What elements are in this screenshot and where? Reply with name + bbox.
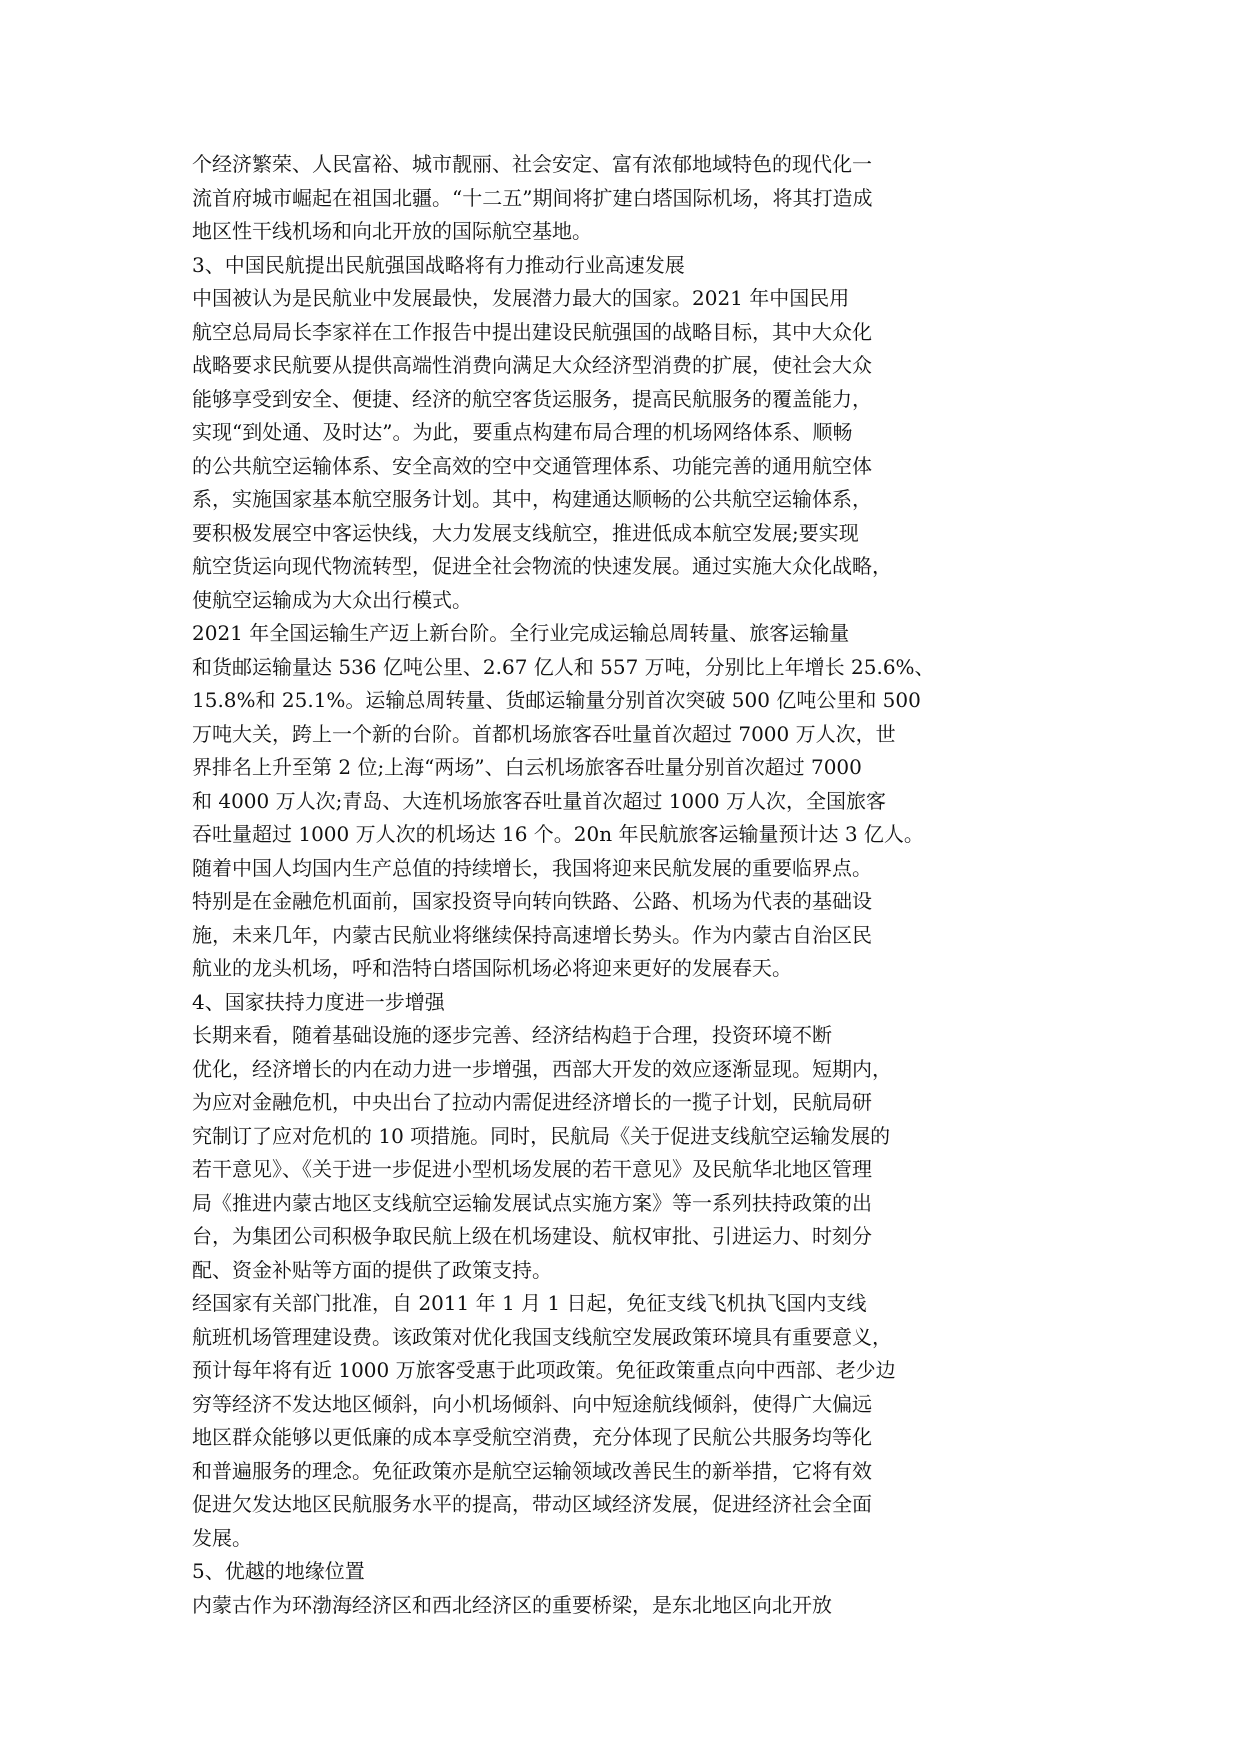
text-line: 航空货运向现代物流转型，促进全社会物流的快速发展。通过实施大众化战略，	[192, 554, 892, 578]
text-line: 15.8%和 25.1%。运输总周转量、货邮运输量分别首次突破 500 亿吨公里和 500	[192, 688, 921, 712]
text-line: 经国家有关部门批准，自 2011 年 1 月 1 日起，免征支线飞机执飞国内支线	[192, 1291, 867, 1315]
text-line: 的公共航空运输体系、安全高效的空中交通管理体系、功能完善的通用航空体	[192, 453, 872, 478]
text-line: 和 4000 万人次;青岛、大连机场旅客吞吐量首次超过 1000 万人次，全国旅客	[192, 788, 886, 813]
text-line: 和普遍服务的理念。免征政策亦是航空运输领域改善民生的新举措，它将有效	[192, 1458, 872, 1483]
text-line: 究制订了应对危机的 10 项措施。同时，民航局《关于促进支线航空运输发展的	[192, 1123, 891, 1148]
text-line: 和货邮运输量达 536 亿吨公里、2.67 亿人和 557 万吨，分别比上年增长 25.6%、	[192, 654, 935, 679]
section-heading-4: 4、国家扶持力度进一步增强	[192, 989, 445, 1014]
text-line: 内蒙古作为环渤海经济区和西北经济区的重要桥梁，是东北地区向北开放	[192, 1592, 832, 1617]
text-line: 地区性干线机场和向北开放的国际航空基地。	[192, 219, 592, 243]
section-heading-5: 5、优越的地缘位置	[192, 1559, 365, 1583]
text-line: 发展。	[192, 1525, 252, 1550]
text-line: 若干意见》、《关于进一步促进小型机场发展的若干意见》及民航华北地区管理	[192, 1157, 872, 1181]
document-body	[192, 148, 1072, 1622]
text-line: 中国被认为是民航业中发展最快，发展潜力最大的国家。2021 年中国民用	[192, 286, 850, 310]
text-line: 系，实施国家基本航空服务计划。其中，构建通达顺畅的公共航空运输体系，	[192, 487, 872, 511]
text-line: 穷等经济不发达地区倾斜，向小机场倾斜、向中短途航线倾斜，使得广大偏远	[192, 1391, 872, 1416]
text-line: 万吨大关，跨上一个新的台阶。首都机场旅客吞吐量首次超过 7000 万人次，世	[192, 721, 896, 746]
text-line: 个经济繁荣、人民富裕、城市靓丽、社会安定、富有浓郁地域特色的现代化一	[192, 152, 872, 176]
text-line: 配、资金补贴等方面的提供了政策支持。	[192, 1257, 552, 1282]
text-line: 实现“到处通、及时达”。为此，要重点构建布局合理的机场网络体系、顺畅	[192, 420, 853, 444]
text-line: 特别是在金融危机面前，国家投资导向转向铁路、公路、机场为代表的基础设	[192, 889, 872, 913]
text-line: 能够享受到安全、便捷、经济的航空客货运服务，提高民航服务的覆盖能力，	[192, 386, 872, 411]
text-line: 施，未来几年，内蒙古民航业将继续保持高速增长势头。作为内蒙古自治区民	[192, 922, 872, 947]
text-line: 战略要求民航要从提供高端性消费向满足大众经济型消费的扩展，使社会大众	[192, 353, 872, 377]
text-line: 航空总局局长李家祥在工作报告中提出建设民航强国的战略目标，其中大众化	[192, 319, 872, 344]
text-line: 局《推进内蒙古地区支线航空运输发展试点实施方案》等一系列扶持政策的出	[192, 1190, 872, 1215]
text-line: 地区群众能够以更低廉的成本享受航空消费，充分体现了民航公共服务均等化	[192, 1425, 872, 1449]
text-line: 优化，经济增长的内在动力进一步增强，西部大开发的效应逐渐显现。短期内，	[192, 1056, 892, 1081]
section-heading-3: 3、中国民航提出民航强国战略将有力推动行业高速发展	[192, 252, 685, 277]
text-line: 为应对金融危机，中央出台了拉动内需促进经济增长的一揽子计划，民航局研	[192, 1090, 872, 1114]
text-line: 长期来看，随着基础设施的逐步完善、经济结构趋于合理，投资环境不断	[192, 1023, 832, 1047]
text-line: 使航空运输成为大众出行模式。	[192, 587, 472, 612]
text-line: 流首府城市崛起在祖国北疆。“十二五”期间将扩建白塔国际机场，将其打造成	[192, 185, 873, 210]
text-line: 航班机场管理建设费。该政策对优化我国支线航空发展政策环境具有重要意义，	[192, 1324, 892, 1349]
text-line: 界排名上升至第 2 位;上海“两场”、白云机场旅客吞吐量分别首次超过 7000	[192, 755, 862, 779]
text-line: 随着中国人均国内生产总值的持续增长，我国将迎来民航发展的重要临界点。	[192, 855, 872, 880]
text-line: 要积极发展空中客运快线，大力发展支线航空，推进低成本航空发展;要实现	[192, 520, 859, 545]
text-line: 吞吐量超过 1000 万人次的机场达 16 个。20n 年民航旅客运输量预计达 3 亿人。	[192, 822, 924, 846]
text-line: 航业的龙头机场，呼和浩特白塔国际机场必将迎来更好的发展春天。	[192, 956, 792, 980]
text-line: 促进欠发达地区民航服务水平的提高，带动区域经济发展，促进经济社会全面	[192, 1492, 872, 1516]
text-line: 预计每年将有近 1000 万旅客受惠于此项政策。免征政策重点向中西部、老少边	[192, 1358, 896, 1382]
text-line: 台，为集团公司积极争取民航上级在机场建设、航权审批、引进运力、时刻分	[192, 1224, 872, 1248]
text-line: 2021 年全国运输生产迈上新台阶。全行业完成运输总周转量、旅客运输量	[192, 621, 850, 645]
